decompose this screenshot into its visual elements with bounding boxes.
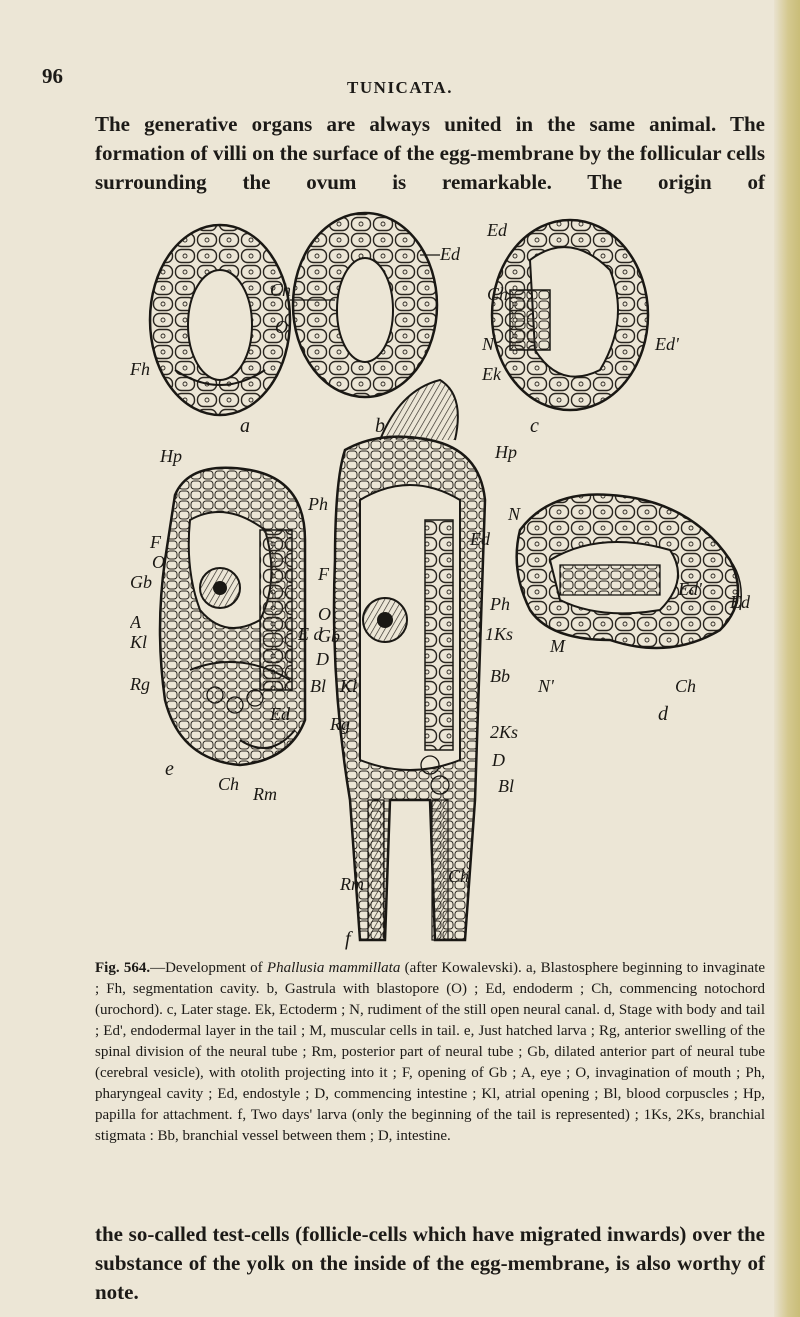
caption-species: Phallusia mammillata: [266, 960, 401, 976]
label-d: D: [492, 750, 505, 770]
label-a: A: [130, 612, 141, 632]
stage-c-later: [492, 220, 648, 410]
label-ch: Ch: [487, 284, 509, 304]
label-2ks: 2Ks: [490, 722, 519, 742]
label-o: O: [318, 604, 331, 624]
running-title: TUNICATA.: [347, 78, 453, 97]
label-ek: Ek: [482, 364, 501, 384]
label-n: N: [508, 504, 521, 524]
label-rm: Rm: [253, 784, 277, 804]
stage-d-tailed: [517, 494, 742, 648]
figure-caption: [95, 958, 765, 1147]
label-o: O: [275, 317, 288, 337]
stage-letter: a: [240, 415, 250, 437]
label-m: M: [550, 636, 565, 656]
stage-letter: c: [530, 415, 539, 437]
label-ph: Ph: [490, 594, 510, 614]
label-1ks: 1Ks: [485, 624, 514, 644]
label-ch: Ch: [675, 676, 697, 696]
label-ch: Ch: [218, 774, 240, 794]
label-gb: Gb: [130, 572, 152, 592]
stage-b-gastrula: [290, 213, 440, 397]
label-bl: Bl: [498, 776, 514, 796]
stage-letter: b: [375, 415, 385, 437]
stage-f-larva: [334, 380, 485, 940]
label-o: O: [152, 552, 165, 572]
label-hp: Hp: [495, 442, 517, 462]
label-d: D: [316, 649, 329, 669]
label-rg: Rg: [330, 714, 350, 734]
stage-letter: e: [165, 758, 174, 780]
label-f: F: [150, 532, 161, 552]
label-ed: Ed: [470, 529, 490, 549]
page-number: 96: [42, 64, 63, 88]
page-edge-shading: [774, 0, 800, 1317]
label-n-prime: N': [538, 676, 554, 696]
stage-letter: d: [658, 703, 668, 725]
caption-title-prefix: —Development of: [150, 960, 263, 976]
caption-figure-number: Fig. 564.: [95, 960, 151, 976]
label-ed: Ed: [270, 704, 290, 724]
bottom-paragraph: the so-called test-cells (follicle-cells which have migrated inwards) over the substance of the yolk on the inside of the egg-membrane, is also worthy of note.: [95, 1222, 765, 1304]
label-ed-prime: Ed': [655, 334, 679, 354]
label-bb: Bb: [490, 666, 510, 686]
label-n: N: [482, 334, 495, 354]
stage-letter: f: [345, 928, 351, 950]
label-e-d: E d: [298, 624, 323, 644]
label-ed: Ed: [487, 220, 507, 240]
caption-attribution: (after Kowalevski).: [404, 960, 522, 976]
embryology-figure: [130, 200, 770, 960]
label-ed: Ed: [730, 592, 750, 612]
label-ch: Ch: [448, 866, 470, 886]
label-gb: Gb: [318, 626, 340, 646]
top-paragraph: The generative organs are always united in the same animal. The formation of villi on the surface of the egg-membrane by the follicular cells surrounding the ovum is remarkable. The origin of: [95, 112, 765, 194]
label-rg: Rg: [130, 674, 150, 694]
label-kl: Kl: [340, 676, 358, 696]
stage-a-blastosphere: [150, 225, 290, 415]
label-ch: Ch: [270, 280, 292, 300]
label-kl: Kl: [130, 632, 148, 652]
label-ed-prime: Ed': [678, 579, 702, 599]
label-bl: Bl: [310, 676, 326, 696]
label-fh: Fh: [130, 359, 150, 379]
label-f: F: [318, 564, 329, 584]
figure-drawing: [130, 200, 770, 960]
label-ed: Ed: [440, 244, 460, 264]
label-hp: Hp: [160, 446, 182, 466]
label-ph: Ph: [308, 494, 328, 514]
caption-body: a, Blastosphere beginning to invaginate ; Fh, segmentation cavity. b, Gastrula with blastopore (O) ; Ed, endoderm ; Ch, commencing notochord (urochord). c, Later stage. Ek, Ectoderm ; N, rudiment of the still open neural canal. d, Stage with body and tail ; Ed', endodermal layer in the tail ; M, muscular cells in tail. e, Just hatched larva ; Rg, anterior swelling of the spinal division of the neural tube ; Rm, posterior part of neural tube ; Gb, dilated anterior part of neural tube (cerebral vesicle), with otolith projecting into it ; F, opening of Gb ; A, eye ; O, invagination of mouth ; Ph, pharyngeal cavity ; Ed, endostyle ; D, commencing intestine ; Kl, atrial opening ; Bl, blood corpuscles ; Hp, papilla for attachment. f, Two days' larva (only the beginning of the tail is represented) ; 1Ks, 2Ks, branchial stigmata : Bb, branchial vessel between them ; D, intestine.: [95, 960, 766, 1144]
label-rm: Rm: [340, 874, 364, 894]
